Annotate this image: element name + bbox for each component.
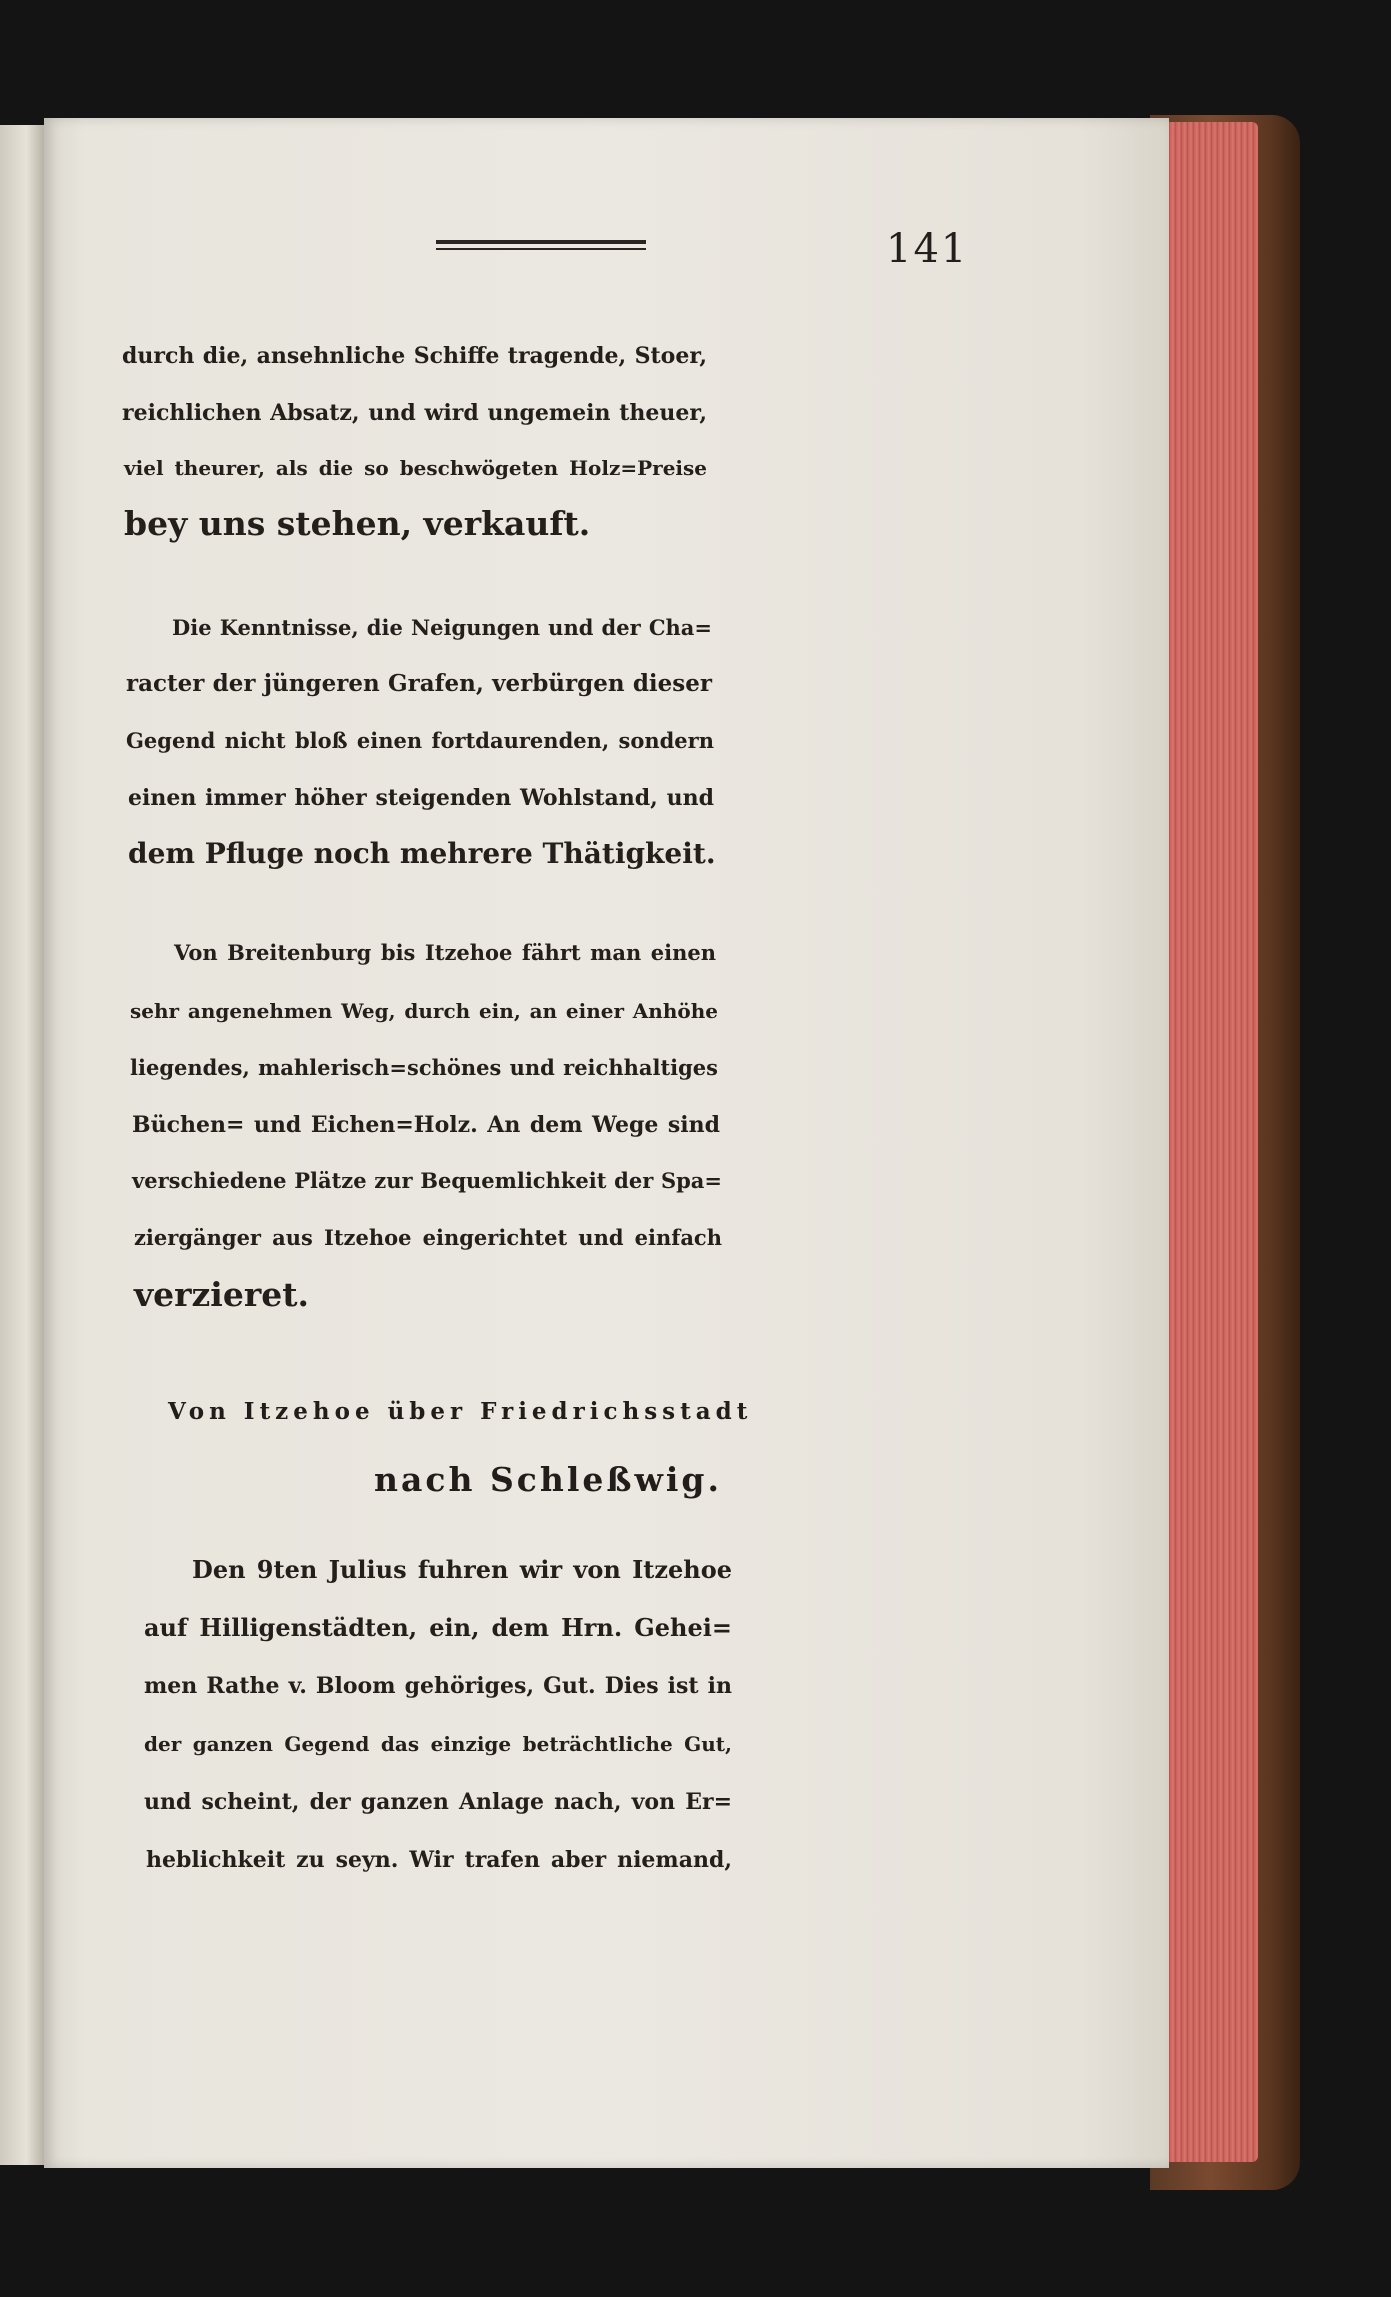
text-line: und scheint, der ganzen Anlage nach, von Er= xyxy=(144,1789,732,1815)
section-heading-line-2: nach Schleßwig. xyxy=(374,1460,722,1499)
header-rule xyxy=(436,240,646,250)
facing-page-edge xyxy=(0,125,46,2165)
text-line: dem Pfluge noch mehrere Thätigkeit. xyxy=(128,837,716,870)
text-line: Büchen= und Eichen=Holz. An dem Wege sind xyxy=(132,1112,720,1138)
text-line: verzieret. xyxy=(134,1275,309,1314)
text-line: ziergänger aus Itzehoe eingerichtet und einfach xyxy=(134,1225,722,1250)
text-line: durch die, ansehnliche Schiffe tragende, Stoer, xyxy=(122,343,707,369)
text-line: auf Hilligenstädten, ein, dem Hrn. Gehei= xyxy=(144,1613,732,1642)
book-page xyxy=(44,118,1169,2168)
text-line: reichlichen Absatz, und wird ungemein theuer, xyxy=(122,400,707,426)
text-line: racter der jüngeren Grafen, verbürgen dieser xyxy=(126,670,712,697)
text-line: liegendes, mahlerisch=schönes und reichhaltiges xyxy=(130,1055,718,1080)
page-number: 141 xyxy=(886,226,969,272)
text-line: einen immer höher steigenden Wohlstand, und xyxy=(128,785,714,811)
text-line: verschiedene Plätze zur Bequemlichkeit der Spa= xyxy=(132,1168,722,1193)
text-line: men Rathe v. Bloom gehöriges, Gut. Dies ist in xyxy=(144,1673,732,1699)
text-line: viel theurer, als die so beschwögeten Holz=Preise xyxy=(124,456,707,480)
text-line: Gegend nicht bloß einen fortdaurenden, sondern xyxy=(126,728,714,753)
text-line: Die Kenntnisse, die Neigungen und der Cha= xyxy=(172,615,712,640)
text-line: Den 9ten Julius fuhren wir von Itzehoe xyxy=(192,1555,732,1584)
text-line: der ganzen Gegend das einzige beträchtliche Gut, xyxy=(144,1732,732,1756)
text-line: sehr angenehmen Weg, durch ein, an einer Anhöhe xyxy=(130,999,718,1023)
section-heading-line-1: Von Itzehoe über Friedrichsstadt xyxy=(168,1398,753,1425)
text-line: bey uns stehen, verkauft. xyxy=(124,504,591,543)
text-line: heblichkeit zu seyn. Wir trafen aber niemand, xyxy=(146,1847,732,1873)
text-line: Von Breitenburg bis Itzehoe fährt man einen xyxy=(174,940,716,965)
